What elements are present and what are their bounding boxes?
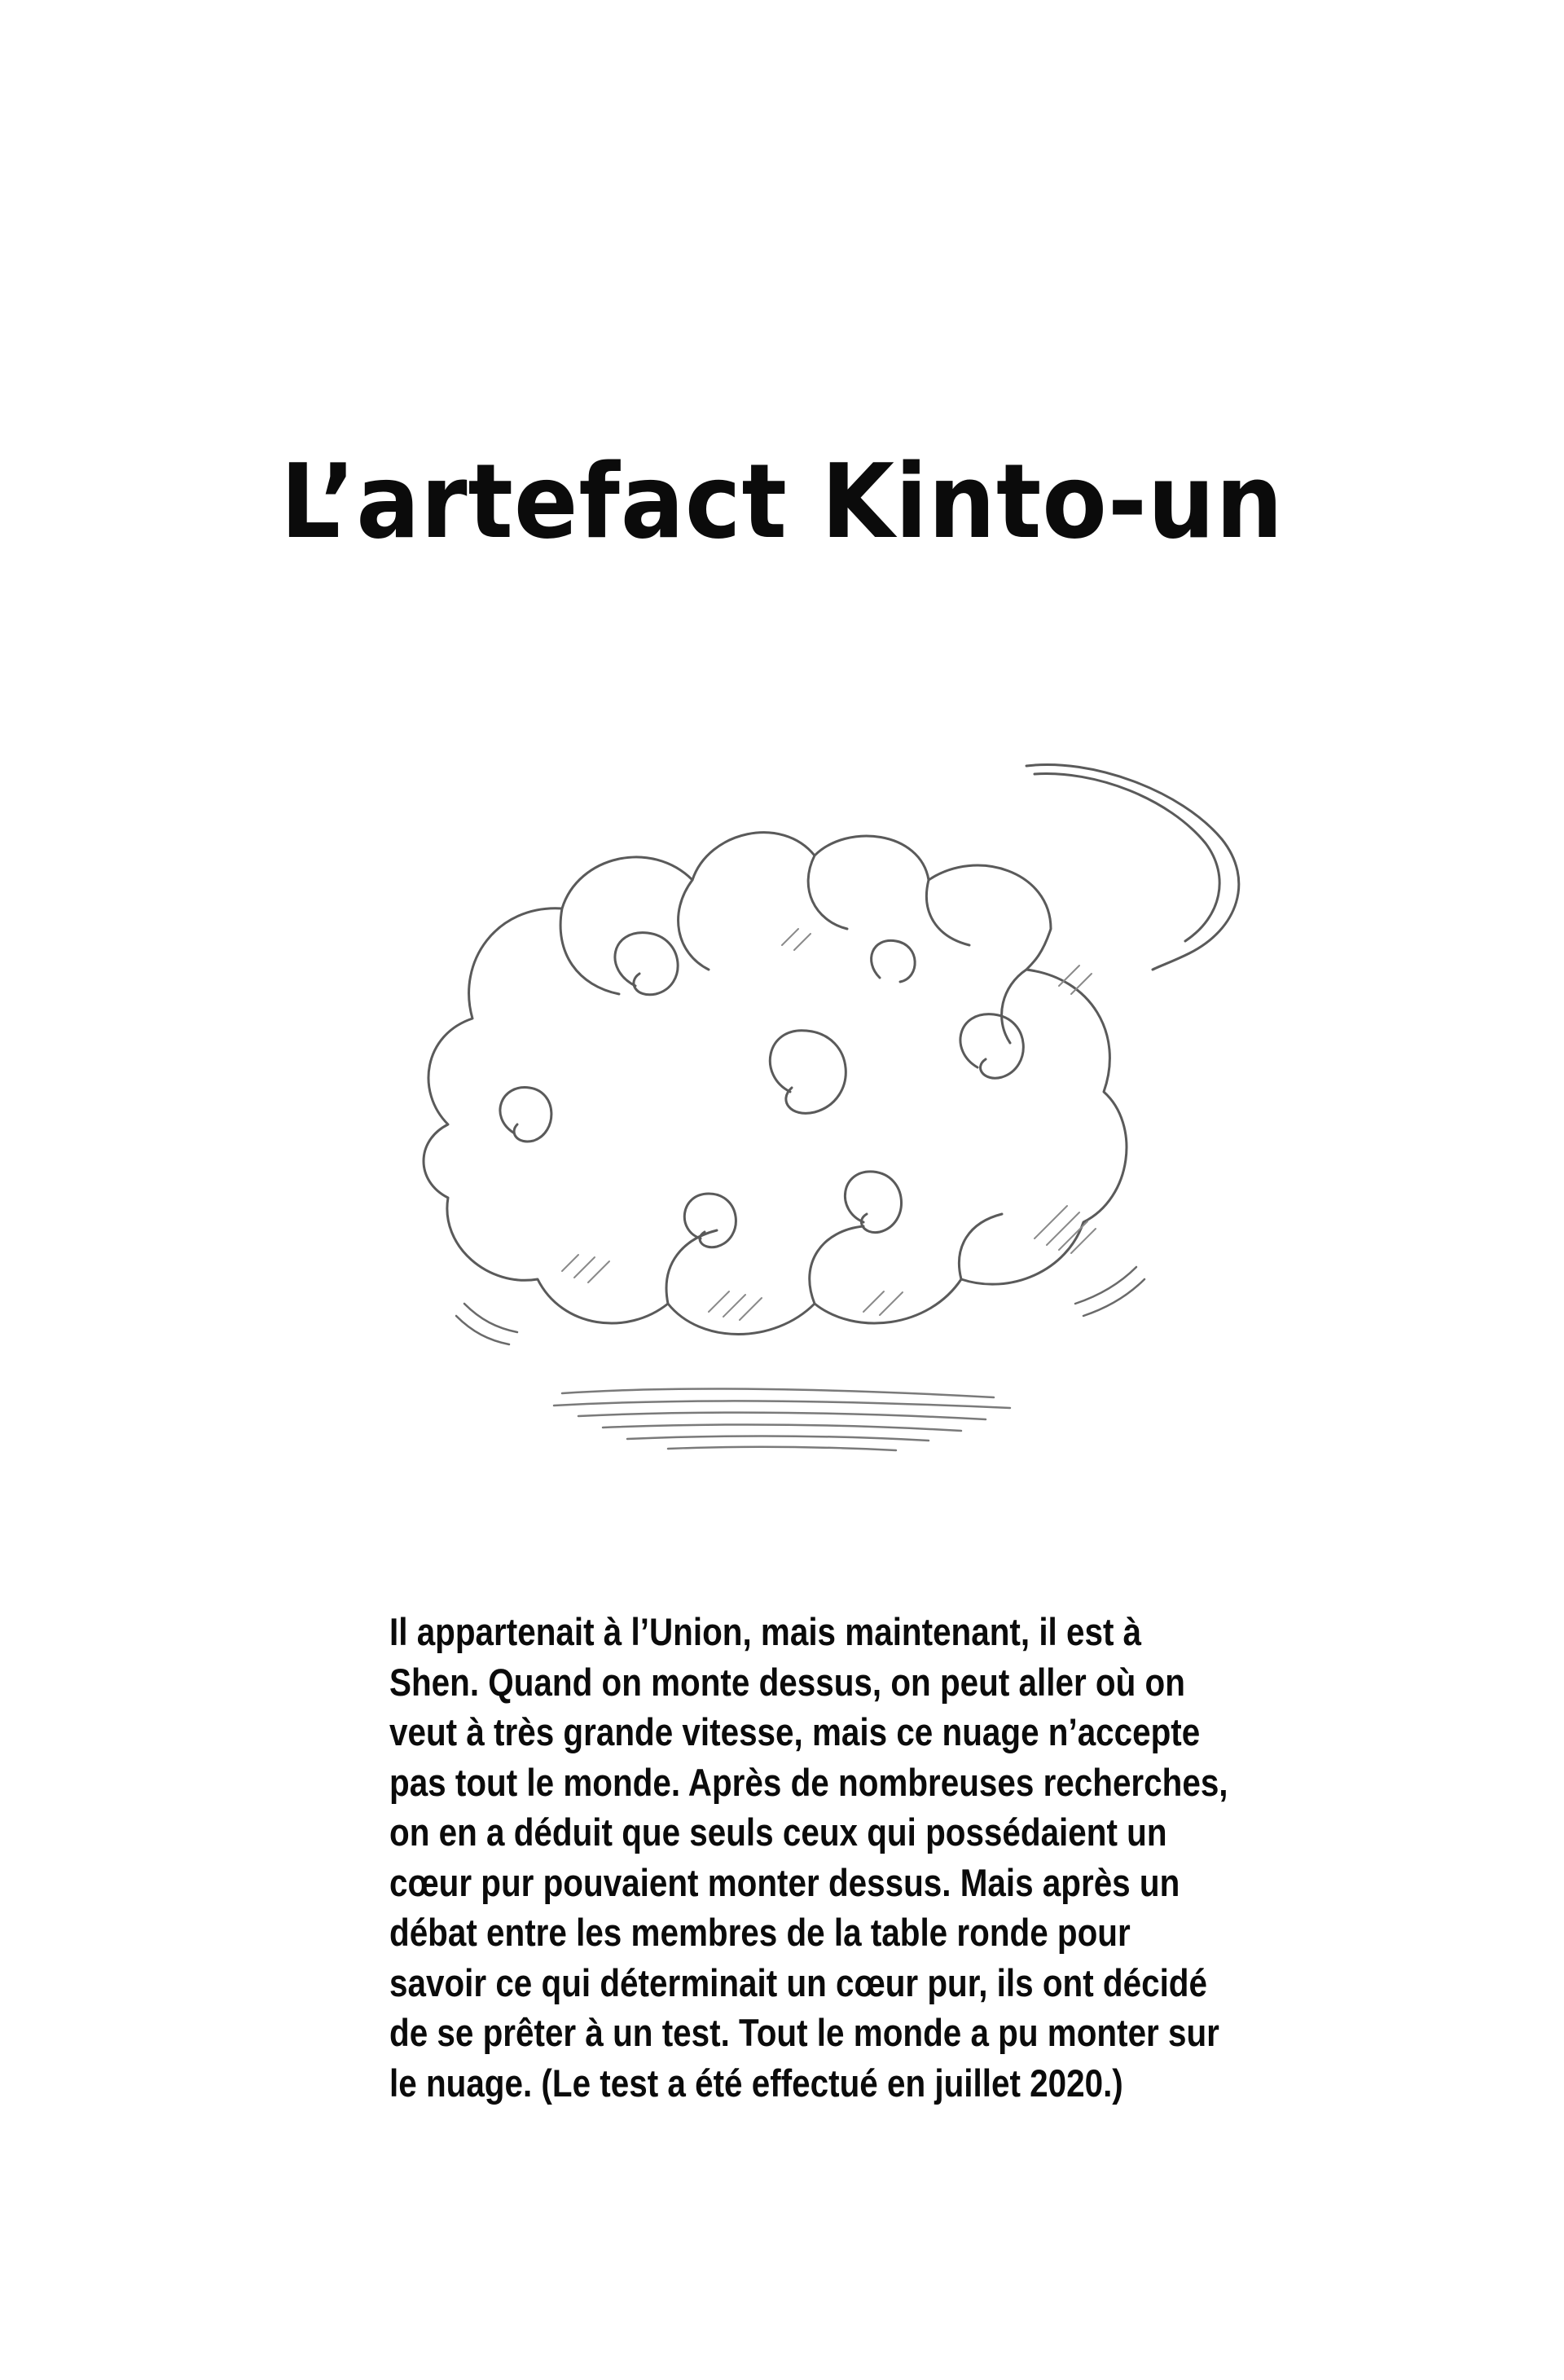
spiral-1 [500, 1088, 551, 1142]
spiral-7 [872, 940, 916, 982]
description-line: veut à très grande vitesse, mais ce nuage n’accepte [389, 1710, 1201, 1753]
spiral-3 [770, 1031, 846, 1114]
description-line: débat entre les membres de la table ronde pour [389, 1911, 1131, 1954]
description-line: cœur pur pouvaient monter dessus. Mais après un [389, 1860, 1180, 1904]
cloud-outline [424, 833, 1127, 1335]
spiral-4 [960, 1014, 1023, 1079]
cloud-tail [1026, 764, 1239, 970]
cloud-tail-inner [1035, 774, 1219, 941]
page-title: L’artefact Kinto-un [280, 442, 1284, 562]
description-line: Shen. Quand on monte dessus, on peut aller où on [389, 1660, 1185, 1704]
description-line: Il appartenait à l’Union, mais maintenant, il est à [389, 1610, 1142, 1653]
spiral-5 [684, 1194, 736, 1247]
description-line: on en a déduit que seuls ceux qui possédaient un [389, 1810, 1167, 1854]
description-paragraph [389, 1607, 1228, 2108]
description-line: de se prêter à un test. Tout le monde a pu monter sur [389, 2011, 1219, 2054]
description-line: pas tout le monde. Après de nombreuses recherches, [389, 1760, 1228, 1804]
spiral-2 [615, 933, 678, 995]
description-line: savoir ce qui déterminait un cœur pur, ils ont décidé [389, 1960, 1207, 2004]
cloud-icon [358, 741, 1254, 1475]
description-line: le nuage. (Le test a été effectué en juillet 2020.) [389, 2061, 1123, 2105]
spiral-6 [845, 1172, 901, 1233]
